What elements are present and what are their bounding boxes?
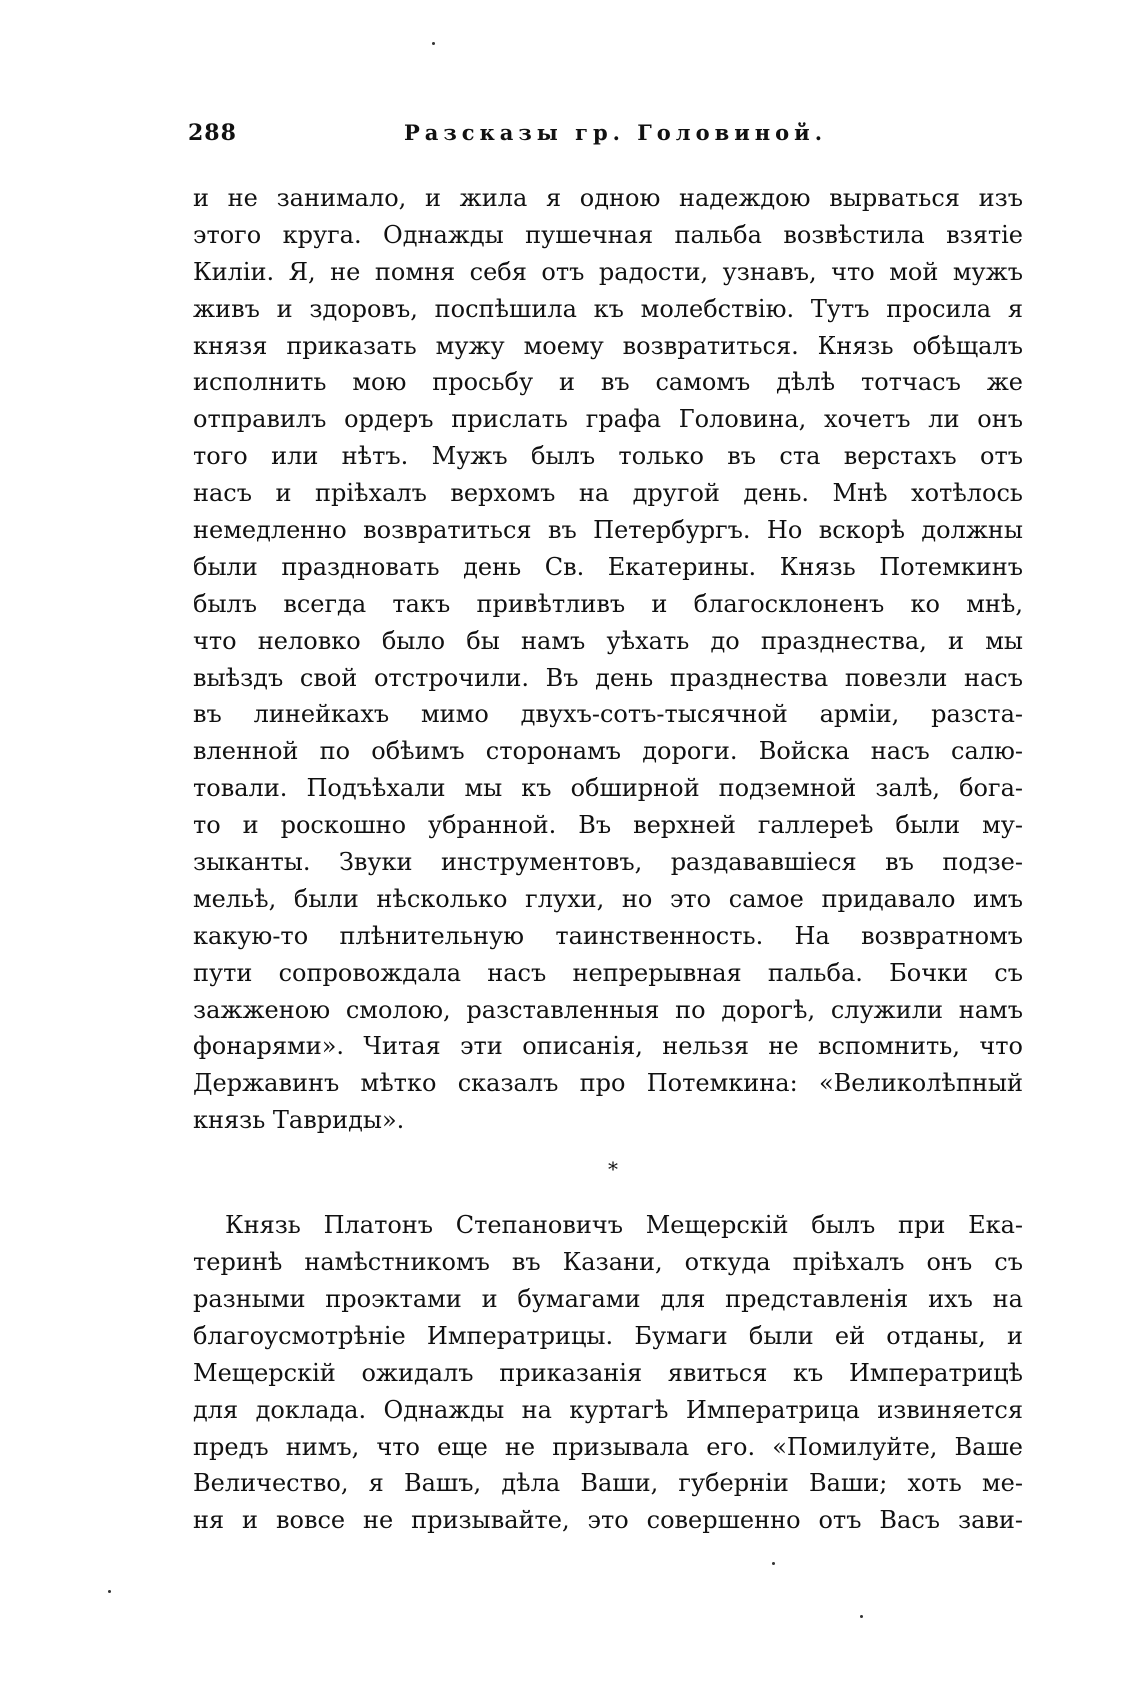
print-speck bbox=[108, 1590, 111, 1593]
text-line: разными проэктами и бумагами для представленія ихъ на bbox=[193, 1284, 1023, 1313]
text-line: теринѣ намѣстникомъ въ Казани, откуда пріѣхалъ онъ съ bbox=[193, 1248, 1023, 1277]
print-speck bbox=[432, 42, 435, 45]
text-line: Мещерскій ожидалъ приказанія явиться къ Императрицѣ bbox=[193, 1358, 1023, 1387]
text-line: фонарями». Читая эти описанія, нельзя не вспомнить, что bbox=[193, 1032, 1023, 1061]
print-speck bbox=[860, 1615, 863, 1618]
text-line: насъ и пріѣхалъ верхомъ на другой день. Мнѣ хотѣлось bbox=[193, 479, 1023, 508]
text-line: что неловко было бы намъ уѣхать до празднества, и мы bbox=[193, 626, 1023, 655]
text-line: этого круга. Однажды пушечная пальба возвѣстила взятіе bbox=[193, 220, 1023, 249]
text-line: того или нѣтъ. Мужъ былъ только въ ста верстахъ отъ bbox=[193, 442, 1023, 471]
page-header bbox=[188, 120, 1008, 150]
text-line: немедленно возвратиться въ Петербургъ. Но вскорѣ должны bbox=[193, 516, 1023, 545]
text-line: мельѣ, были нѣсколько глухи, но это самое придавало имъ bbox=[193, 884, 1023, 913]
text-line: пути сопровождала насъ непрерывная пальба. Бочки съ bbox=[193, 958, 1023, 987]
paragraph-1 bbox=[193, 180, 1023, 1139]
print-speck bbox=[772, 1562, 775, 1565]
text-line: былъ всегда такъ привѣтливъ и благосклоненъ ко мнѣ, bbox=[193, 589, 1023, 618]
text-line: Киліи. Я, не помня себя отъ радости, узнавъ, что мой мужъ bbox=[193, 257, 1023, 286]
text-line: благоусмотрѣніе Императрицы. Бумаги были ей отданы, и bbox=[193, 1321, 1023, 1350]
text-line: князь Тавриды». bbox=[193, 1106, 405, 1135]
text-line: князя приказать мужу моему возвратиться. Князь обѣщалъ bbox=[193, 331, 1023, 360]
asterisk-separator: * bbox=[608, 1157, 618, 1182]
text-line: живъ и здоровъ, поспѣшила къ молебствію. Тутъ просила я bbox=[193, 294, 1023, 323]
text-line: для доклада. Однажды на куртагѣ Императрица извиняется bbox=[193, 1395, 1023, 1424]
text-line: то и роскошно убранной. Въ верхней галлереѣ были му- bbox=[193, 811, 1023, 840]
text-line: Державинъ мѣтко сказалъ про Потемкина: «Великолѣпный bbox=[193, 1069, 1023, 1098]
paragraph-2 bbox=[193, 1207, 1023, 1539]
body-text bbox=[193, 180, 1023, 1539]
page-number: 288 bbox=[188, 120, 237, 146]
text-line: зажженою смолою, разставленныя по дорогѣ, служили намъ bbox=[193, 995, 1023, 1024]
text-line: ня и вовсе не призывайте, это совершенно отъ Васъ зави- bbox=[193, 1506, 1023, 1535]
text-line: какую-то плѣнительную таинственность. На возвратномъ bbox=[193, 921, 1023, 950]
text-line: зыканты. Звуки инструментовъ, раздававшіеся въ подзе- bbox=[193, 848, 1023, 877]
text-line: и не занимало, и жила я одною надеждою вырваться изъ bbox=[193, 184, 1023, 212]
text-line: исполнить мою просьбу и въ самомъ дѣлѣ тотчасъ же bbox=[193, 368, 1023, 397]
text-line: Князь Платонъ Степановичъ Мещерскій былъ при Ека- bbox=[225, 1211, 1023, 1240]
text-line: Величество, я Вашъ, дѣла Ваши, губерніи Ваши; хоть ме- bbox=[193, 1469, 1023, 1498]
section-separator bbox=[193, 1139, 1023, 1207]
text-line: въ линейкахъ мимо двухъ-сотъ-тысячной арміи, разста- bbox=[193, 700, 1023, 729]
text-line: товали. Подъѣхали мы къ обширной подземной залѣ, бога- bbox=[193, 774, 1023, 803]
text-line: выѣздъ свой отстрочили. Въ день празднества повезли насъ bbox=[193, 663, 1023, 692]
text-line: отправилъ ордеръ прислать графа Головина, хочетъ ли онъ bbox=[193, 405, 1023, 434]
text-line: были праздновать день Св. Екатерины. Князь Потемкинъ bbox=[193, 552, 1023, 581]
running-title: Разсказы гр. Головиной. bbox=[404, 120, 828, 145]
text-line: предъ нимъ, что еще не призывала его. «Помилуйте, Ваше bbox=[193, 1432, 1023, 1461]
text-line: вленной по обѣимъ сторонамъ дороги. Войска насъ салю- bbox=[193, 737, 1023, 766]
